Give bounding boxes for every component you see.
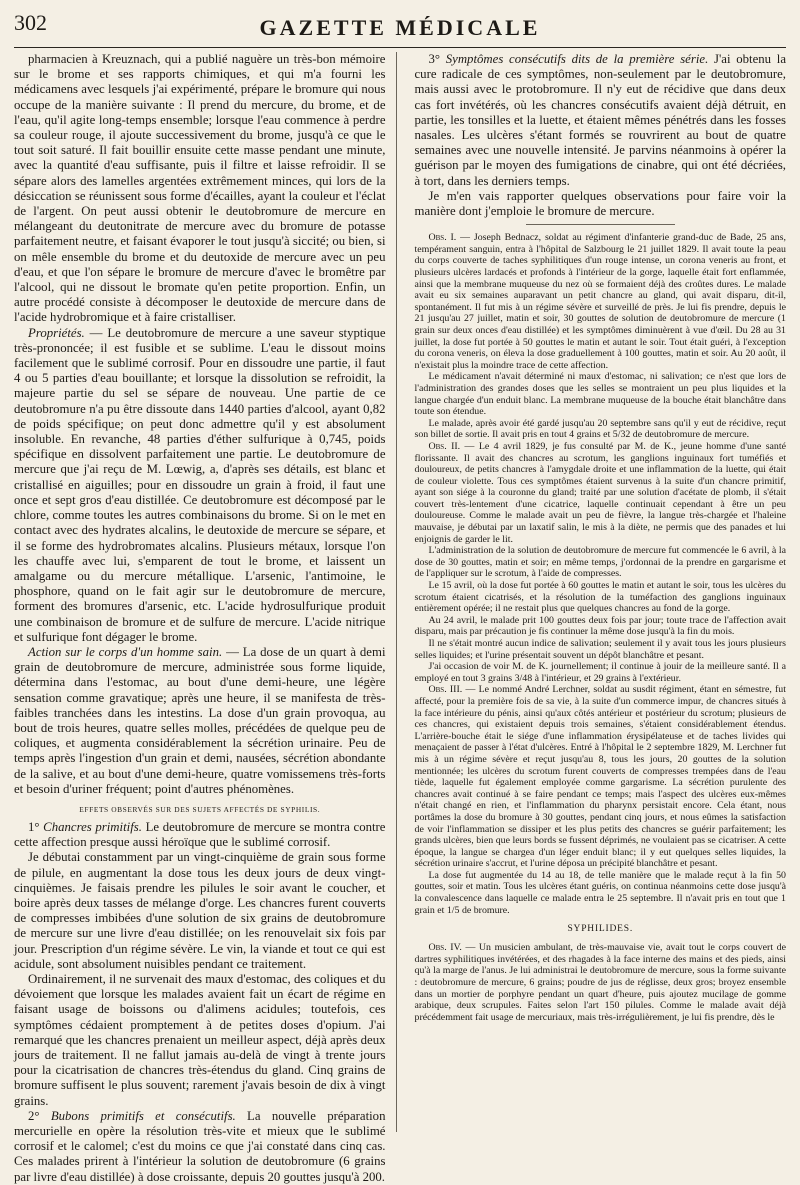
right-column bbox=[413, 52, 787, 1132]
paragraph: Le médicament n'avait déterminé ni maux d'estomac, ni salivation; ce n'est que lors de l'administration des grandes doses que les selles se montraient un peu plus liquides et la langue chargée d'un enduit blanc. La membrane muqueuse de la bouche était blanchâtre dans toute son étendue. bbox=[414, 371, 786, 418]
paragraph-action: Action sur le corps d'un homme sain. — La dose de un quart à demi grain de deutobromure de mercure, administrée sous forme liquide, détermina dans l'estomac, au bout d'une demi-heure, une légère sensation comme gravatique; après une heure, il se manifesta de très-faibles tranchées dans les intestins. La dose d'un grain provoqua, au bout de trois heures, quatre selles molles, précédées de quelque peu de coliques, et augmenta considérablement la sécrétion urinaire. Peu de temps après l'ingestion d'un grain et demi, nausées, sécrétion abondante de la salive, et au bout d'une demi-heure, quatre vomissemens très-forts et besoin d'uriner fréquent; point d'autres phénomènes. bbox=[14, 644, 386, 796]
paragraph-label: Symptômes consécutifs dits de la première série. bbox=[445, 52, 709, 66]
paragraph: Je m'en vais rapporter quelques observations pour faire voir la manière dont j'emploie le bromure de mercure. bbox=[414, 188, 786, 219]
observation-label: Obs. III. bbox=[428, 684, 463, 696]
observation-2: Obs. II. — Le 4 avril 1829, je fus consulté par M. de K., jeune homme d'une santé florissante. Il avait des chancres au scrotum, les ganglions inguinaux fort tuméfiés et douloureux, de petits chancres à l'amygdale droite et une inflammation de la luette, qui était de couleur violette. Tous ces symptômes étaient survenus à la suite d'un chancre primitif, ayant son siége à la couronne du gland; traité par une solution d'acétate de plomb, il s'était couvert très-lentement d'une cicatrice, laquelle continuait cependant à être un peu douloureuse. Comme le malade avait un peu de fièvre, la langue très-chargée et l'haleine mauvaise, je débutai par un laxatif salin, le mis à la diète, ne permis que des panades et lui enjoignis de garder le lit. bbox=[414, 440, 786, 545]
paragraph: L'administration de la solution de deutobromure de mercure fut commencée le 6 avril, à la dose de 30 gouttes, matin et soir; en même temps, j'ordonnai de la prendre en gargarisme et de l'appliquer sur le scrotum, à l'aide de compresses. bbox=[414, 545, 786, 580]
paragraph: La dose fut augmentée du 14 au 18, de telle manière que le malade reçut à la fin 50 gouttes, soir et matin. Tous les ulcères étant guéris, on continua néanmoins cette dose jusqu'à la convalescence dans laquelle ce malade entra le 25 septembre. Il n'avait pris en tout que 1 grain et 1/5 de bromure. bbox=[414, 869, 786, 916]
paragraph: Le 15 avril, où la dose fut portée à 60 gouttes le matin et autant le soir, tous les ulcères du scrotum étaient cicatrisés, et la résolution de la tuméfaction des ganglions inguinaux entièrement opérée; il ne restait plus que quelques chancres au fond de la gorge. bbox=[414, 580, 786, 615]
observation-label: Obs. IV. bbox=[428, 942, 462, 954]
observation-label: Obs. I. bbox=[428, 232, 457, 244]
page-header bbox=[14, 8, 786, 48]
paragraph-bubons: 2° Bubons primitifs et consécutifs. La nouvelle préparation mercurielle en opère la résolution très-vite et mieux que le sublimé corrosif et le calomel; c'est du moins ce que j'ai constaté dans cinq cas. Ces malades prirent à l'intérieur la solution de deutobromure (6 grains par livre d'eau distillée) à dose croissante, depuis 20 gouttes jusqu'à 200. bbox=[14, 1108, 386, 1184]
paragraph: pharmacien à Kreuznach, qui a publié naguère un très-bon mémoire sur le brome et ses rapports chimiques, et qui m'a fourni les médicamens avec lesquels j'ai expérimenté, prépare le bromure qui nous occupe de la manière suivante : Il prend du mercure, du brome, et de l'eau, qu'il agite long-temps ensemble; lorsque l'eau commence à perdre sa couleur rouge, il ajoute successivement du brome, jusqu'à ce que le tout soit saturé. Il fait bouillir ensuite cette masse pendant une minute, avec la quantité d'eau suffisante, puis il filtre et laisse refroidir. Il se sépare alors des lamelles argentées extrêmement minces, qui lors de la désiccation se réunissent sous forme d'écailles, ayant la couleur et l'éclat de l'argent. On peut aussi obtenir le deutobromure de mercure en mélangeant du deutonitrate de mercure avec du bromure de potasse parfaitement neutre, et faisant évaporer le tout jusqu'à siccité; ou bien, si on mêle ensemble du brome et du deutoxide de mercure avec un peu d'eau, et que l'on sépare le bromure de mercure d'avec le bromêtre par l'alcool, qui ne dissout le bromate qu'en petite proportion. Enfin, un autre procédé consiste à décomposer le deutoxide de mercure dans de l'acide hydrobromique et à faire cristalliser. bbox=[14, 52, 386, 325]
paragraph-symptoms: 3° Symptômes consécutifs dits de la première série. J'ai obtenu la cure radicale de ces symptômes, non-seulement par le deutobromure, mais aussi avec le protobromure. Il n'y eut de récidive que dans deux cas fort invétérés, où les chancres consécutifs avaient déjà détruit, en partie, les tonsilles et la luette, et étaient mêmes pénétrés dans les fosses nasales. Les ulcères s'étant formés se rouvrirent au bout de quatre semaines avec une nouvelle intensité. Je parvins néanmoins à opérer la guérison par le moyen des fumigations de cinabre, qui ont été décriées, à tort, dans les derniers temps. bbox=[414, 52, 786, 188]
paragraph-label: Chancres primitifs. bbox=[43, 819, 142, 834]
page-number: 302 bbox=[14, 10, 47, 35]
journal-title: GAZETTE MÉDICALE bbox=[259, 15, 541, 40]
observation-3: Obs. III. — Le nommé André Lerchner, soldat au susdit régiment, étant en sémestre, fut affecté, pour la première fois de sa vie, à la suite d'un commerce impur, de chancres situés à la face intérieure du pénis, ainsi qu'aux côtés antérieur et postérieur du scrotum; plusieurs de ces chancres, qui existaient depuis trois semaines, s'étaient considérablement étendus. L'arrière-bouche était le siége d'une inflammation érysipélateuse et de taches livides qui menaçaient de passer à l'état d'ulcères. Entré à l'hôpital le 2 septembre 1829, M. Lerchner fut mis à un régime sévère et reçut jusqu'au 8, tous les jours, 20 gouttes de la solution mentionnée; les ulcères du scrotum furent couverts de compresses trempées dans de l'eau tiède, laquelle fut également employée comme gargarisme. La sécrétion purulente des chancres avait continué à se faire pendant ce temps; mais l'aspect des ulcères eux-mêmes n'était changé en rien, et l'inflammation du pharynx persistait encore. Cela étant, nous portâmes la dose du bromure à 30 gouttes, pendant cinq jours, et nous eûmes la satisfaction de voir l'inflammation se dissiper et les plus petits des chancres se guérir parfaitement; les grands ulcères, bien que leurs bords se fussent déprimés, ne voulaient pas se cicatriser. A cette époque, la langue se chargea d'un léger enduit blanc; il y eut quelques selles liquides, la sécrétion urinaire s'accrut, et l'urine déposa un précipité blanchâtre et pesant. bbox=[414, 684, 786, 870]
section-heading: SYPHILIDES. bbox=[567, 924, 634, 935]
left-column bbox=[14, 52, 397, 1184]
paragraph-label: Action sur le corps d'un homme sain. bbox=[28, 644, 223, 659]
paragraph-properties: Propriétés. — Le deutobromure de mercure a une saveur styptique très-prononcée; il est fusible et se sublime. L'eau le dissout moins facilement que le sublimé corrosif. Pour en dissoudre une partie, il faut 4 ou 5 parties d'eau bouillante; et lorsque la dissolution se refroidit, la majeure partie du sel se sépare de nouveau. Une partie de ce deutobromure n'a pu être dissoute dans 1440 parties d'alcool, ayant 0,82 de poids spécifique; on peut donc admettre qu'il y est absolument insoluble. En revanche, 48 parties d'éther sulfurique à 0,745, poids spécifique en dissolvent parfaitement une partie. Le deutobromure de mercure que j'ai reçu de M. Lœwig, a, d'après ses détails, est blanc et cristallisé en aiguilles; pour en dissoudre un grain à froid, il faut une once et sept gros d'eau distillée. Ce deutobromure est décomposé par le chlore, comme toutes les autres combinaisons du brome. Si on le met en contact avec des hydrates alcalins, le deutoxide de mercure se sépare, et il se forme des hydrobromates alcalins. Plusieurs métaux, lorsque l'on les chauffe avec lui, s'emparent de tout le brome, et laissent un amalgame ou du mercure métallique. L'arsenic, l'antimoine, le phosphore, quand on le fait agir sur le deutobromure de mercure, forment des bromures d'arsenic, etc. L'acide hydrosulfurique produit une combinaison de bromure et de sulfure de mercure. L'acide nitrique et sulfurique font dégager le brome. bbox=[14, 325, 386, 644]
paragraph: Je débutai constamment par un vingt-cinquième de grain sous forme de pilule, en augmentant la dose tous les deux jours de deux vingt-cinquièmes. Je faisais prendre les pilules le soir avant le coucher, et boire après deux tasses de mélange d'orge. Les chancres furent couverts de compresses imbibées d'une solution de six grains de deutobromure de mercure sur une livre d'eau distillée; on les renouvelait six fois par jour. Prescription d'un régime sévère. Le vin, la viande et tout ce qui est acidule, sont absolument nuisibles pendant ce traitement. bbox=[14, 850, 386, 971]
paragraph-label: Propriétés. bbox=[28, 325, 85, 340]
paragraph: Le malade, après avoir été gardé jusqu'au 20 septembre sans qu'il y eut de récidive, reçut son billet de sortie. Il avait pris en tout 4 grains et 5/32 de deutobromure de mercure. bbox=[414, 417, 786, 441]
paragraph-chancres: 1° Chancres primitifs. Le deutobromure de mercure se montra contre cette affection presque aussi héroïque que le sublimé corrosif. bbox=[14, 819, 386, 850]
observation-1: Obs. I. — Joseph Bednacz, soldat au régiment d'infanterie grand-duc de Bade, 25 ans, tempérament sanguin, entra à l'hôpital de Salzbourg le 21 juillet 1829. Il avait toute la peau du corps couverte de taches syphilitiques d'un rouge intense, un corona veneris au front, et plusieurs ulcères lardacés et profonds à l'intérieur de la gorge, laquelle était fort enflammée, ainsi que la membrane muqueuse du nez où se formaient déjà des croûtes dures. Le malade avait eu six semaines auparavant un petit chancre au gland, qui avait disparu, dit-il, spontanément. Il fut mis à un régime sévère et surveillé de près. Je lui fis prendre, depuis le 21 jusqu'au 27 juillet, matin et soir, 30 gouttes de solution de deutobromure de mercure (1 grain sur deux onces d'eau distillée) et les symptômes diminuèrent à vue d'œil. Du 28 au 31 juillet, la dose fut portée à 50 gouttes le matin et autant le soir. Tout était guéri, à l'exception du corona veneris, on éleva la dose graduellement à 100 gouttes, matin et soir. Au 20 août, il n'existait plus la moindre trace de cette affection. bbox=[414, 232, 786, 371]
paragraph: Il ne s'était montré aucun indice de salivation; seulement il y avait tous les jours plusieurs selles liquides; et l'urine présentait souvent un dépôt blanchâtre et pesant. bbox=[414, 638, 786, 661]
paragraph-label: Bubons primitifs et consécutifs. bbox=[50, 1108, 236, 1123]
paragraph: Ordinairement, il ne survenait des maux d'estomac, des coliques et du dévoiement que lorsque les malades avaient fait un écart de régime en faisant usage de boissons ou d'alimens acidules; toutefois, ces symptômes cédaient promptement à de petites doses d'opium. J'ai remarqué que les chancres prenaient un meilleur aspect, déjà après deux jours de traitement. Il ne fallut jamais au-delà de vingt à trente jours pour la cicatrisation de chancres très-étendus du gland. Cinq grains de bromure suffisent le plus souvent; rarement j'avais besoin de dix à vingt grains. bbox=[14, 971, 386, 1108]
observation-4: Obs. IV. — Un musicien ambulant, de très-mauvaise vie, avait tout le corps couvert de dartres syphilitiques invétérées, et des rhagades à la face interne des mains et des pieds, ainsi qu'à la marge de l'anus. Je lui administrai le deutobromure de mercure, sous la forme suivante : deutobromure de mercure, 6 grains; poudre de jus de réglisse, deux gros; broyez ensemble dans un mortier de porphyre pendant un quart d'heure, puis ajoutez mucilage de gomme arabique, deux scrupules. Faites selon l'art 150 pilules. Comme le malade avait déjà précédemment fait usage de mercuriaux, mais très-irrégulièrement, je lui fis prendre, dès le bbox=[414, 942, 786, 1023]
paragraph: J'ai occasion de voir M. de K. journellement; il continue à jouir de la meilleure santé. Il a employé en tout 3 grains 3/48 à l'intérieur, et 29 grains à l'extérieur. bbox=[414, 661, 786, 684]
divider bbox=[526, 224, 675, 225]
section-heading: EFFETS OBSERVÉS SUR DES SUJETS AFFECTÉS DE SYPHILIS. bbox=[79, 804, 321, 814]
observation-label: Obs. II. bbox=[428, 440, 461, 452]
paragraph: Au 24 avril, le malade prit 100 gouttes deux fois par jour; toute trace de l'affection avait disparu, mais par précaution je fis continuer la même dose jusqu'à la fin du mois. bbox=[414, 614, 786, 638]
text-columns bbox=[14, 52, 786, 1184]
